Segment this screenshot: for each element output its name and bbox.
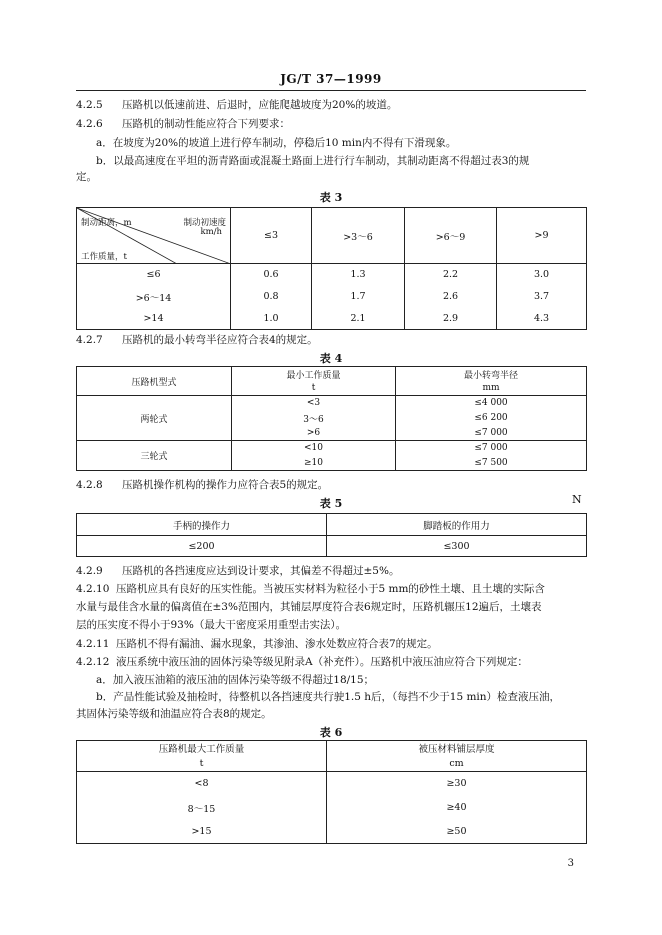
clause-4-2-6-a: a．在坡度为20%的坡道上进行停车制动，停稳后10 min内不得有下滑现象。 [96,137,457,149]
table-row [77,536,587,557]
clause-text: 压路机不得有漏油、漏水现象，其渗油、渗水处数应符合表7的规定。 [116,638,438,650]
clause-4-2-12 [76,655,528,669]
speed-col-header: >9 [497,208,587,264]
clause-4-2-6-b-line1: b．以最高速度在平坦的沥青路面或混凝土路面上进行行车制动，其制动距离不得超过表3的规 [96,155,530,167]
table6 [76,740,587,844]
clause-text: 压路机操作机构的操作力应符合表5的规定。 [122,479,329,491]
value-cell: 0.6 [231,264,312,286]
table6-header-mass: 压路机最大工作质量 [77,741,327,756]
mass-cell: 3～6 [232,411,396,426]
table5-header-hand: 手柄的操作力 [77,514,327,536]
value-cell: 1.0 [231,308,312,330]
table6-header-thickness: 被压材料铺层厚度 [327,741,587,756]
speed-col-header: >6～9 [405,208,497,264]
table-row [77,264,587,286]
thickness-cell: ≥40 [327,796,587,820]
corner-speed-unit: km/h [200,227,222,237]
table6-header-thickness-unit: cm [327,756,587,772]
table-row [77,308,587,330]
table6-caption: 表 6 [319,726,343,739]
clause-4-2-7 [76,333,318,347]
clause-number: 4.2.5 [76,99,103,111]
table3 [76,207,587,330]
type-cell: 三轮式 [77,441,232,471]
table5-caption: 表 5 [319,497,343,510]
table-row [77,396,587,411]
clause-number: 4.2.8 [76,479,103,491]
table3-corner-cell [77,208,231,264]
clause-text: 液压系统中液压油的固体污染等级见附录A（补充件）。压路机中液压油应符合下列规定： [116,656,528,668]
value-cell: 2.1 [312,308,405,330]
clause-4-2-10-line2: 水量与最佳含水量的偏离值在±3%范围内，其铺层厚度符合表6规定时，压路机辗压12遍后，土壤表 [76,601,542,613]
thickness-cell: ≥30 [327,772,587,796]
speed-col-header: ≤3 [231,208,312,264]
table5 [76,513,587,557]
mass-cell: <10 [232,441,396,456]
mass-cell: >14 [77,308,231,330]
radius-cell: ≤7 000 [396,441,587,456]
value-cell: 4.3 [497,308,587,330]
clause-text: 压路机以低速前进、后退时，应能爬越坡度为20%的坡道。 [122,99,398,111]
clause-number: 4.2.9 [76,565,103,577]
table-row [77,796,587,820]
table4 [76,366,587,471]
value-cell: ≤300 [327,536,587,557]
page-number: 3 [567,858,574,869]
value-cell: 0.8 [231,286,312,308]
clause-text: 压路机的各挡速度应达到设计要求，其偏差不得超过±5%。 [122,565,400,577]
value-cell: 1.3 [312,264,405,286]
table-row [77,441,587,456]
value-cell: 3.0 [497,264,587,286]
value-cell: 2.2 [405,264,497,286]
mass-cell: <3 [232,396,396,411]
clause-text: 压路机的制动性能应符合下列要求： [122,118,290,130]
value-cell: 2.6 [405,286,497,308]
thickness-cell: ≥50 [327,820,587,844]
clause-4-2-8 [76,478,328,492]
clause-4-2-10-line3: 层的压实度不得小于93%（最大干密度采用重型击实法）。 [76,619,347,631]
table-row [77,820,587,844]
clause-4-2-9 [76,564,399,578]
mass-cell: >15 [77,820,327,844]
clause-text: 压路机应具有良好的压实性能。当被压实材料为粒径小于5 mm的砂性土壤、且土壤的实际含 [116,583,545,595]
clause-4-2-11 [76,637,438,651]
mass-cell: >6 [232,426,396,441]
radius-cell: ≤4 000 [396,396,587,411]
table4-header-mass-unit: t [232,382,396,396]
radius-cell: ≤7 000 [396,426,587,441]
table4-header-type: 压路机型式 [77,367,232,396]
clause-4-2-12-a: a．加入液压油箱的液压油的固体污染等级不得超过18/15； [96,674,375,686]
clause-number: 4.2.7 [76,334,103,346]
corner-speed-label: 制动初速度 [183,218,226,228]
table4-header-radius-unit: mm [396,382,587,396]
radius-cell: ≤6 200 [396,411,587,426]
page-header: JG/T 37—1999 [280,72,382,86]
speed-col-header: >3～6 [312,208,405,264]
value-cell: 3.7 [497,286,587,308]
clause-4-2-12-b-line2: 其固体污染等级和油温应符合表8的规定。 [76,708,272,720]
table5-unit: N [572,493,582,506]
mass-cell: <8 [77,772,327,796]
table-row [77,286,587,308]
mass-cell: 8～15 [77,796,327,820]
table4-header-radius: 最小转弯半径 [396,367,587,382]
corner-distance-label: 制动距离，m [81,218,132,228]
value-cell: 2.9 [405,308,497,330]
table6-header-mass-unit: t [77,756,327,772]
clause-number: 4.2.12 [76,656,110,668]
mass-cell: >6～14 [77,286,231,308]
corner-mass-label: 工作质量，t [81,252,127,262]
clause-4-2-12-b-line1: b．产品性能试验及抽检时，待整机以各挡速度共行驶1.5 h后，（每挡不少于15 min）检查液压油， [96,691,561,703]
table3-caption: 表 3 [319,191,343,204]
clause-text: 压路机的最小转弯半径应符合表4的规定。 [122,334,318,346]
table5-header-foot: 脚踏板的作用力 [327,514,587,536]
table4-header-mass: 最小工作质量 [232,367,396,382]
mass-cell: ≥10 [232,456,396,471]
clause-number: 4.2.10 [76,583,110,595]
value-cell: ≤200 [77,536,327,557]
clause-4-2-6-b-line2: 定。 [76,171,97,183]
type-cell: 两轮式 [77,396,232,441]
mass-cell: ≤6 [77,264,231,286]
radius-cell: ≤7 500 [396,456,587,471]
clause-4-2-5 [76,98,397,112]
clause-4-2-6 [76,117,290,131]
table-row [77,772,587,796]
value-cell: 1.7 [312,286,405,308]
clause-number: 4.2.6 [76,118,103,130]
header-rule [76,90,586,91]
clause-4-2-10 [76,582,545,596]
table4-caption: 表 4 [319,352,343,365]
clause-number: 4.2.11 [76,638,110,650]
